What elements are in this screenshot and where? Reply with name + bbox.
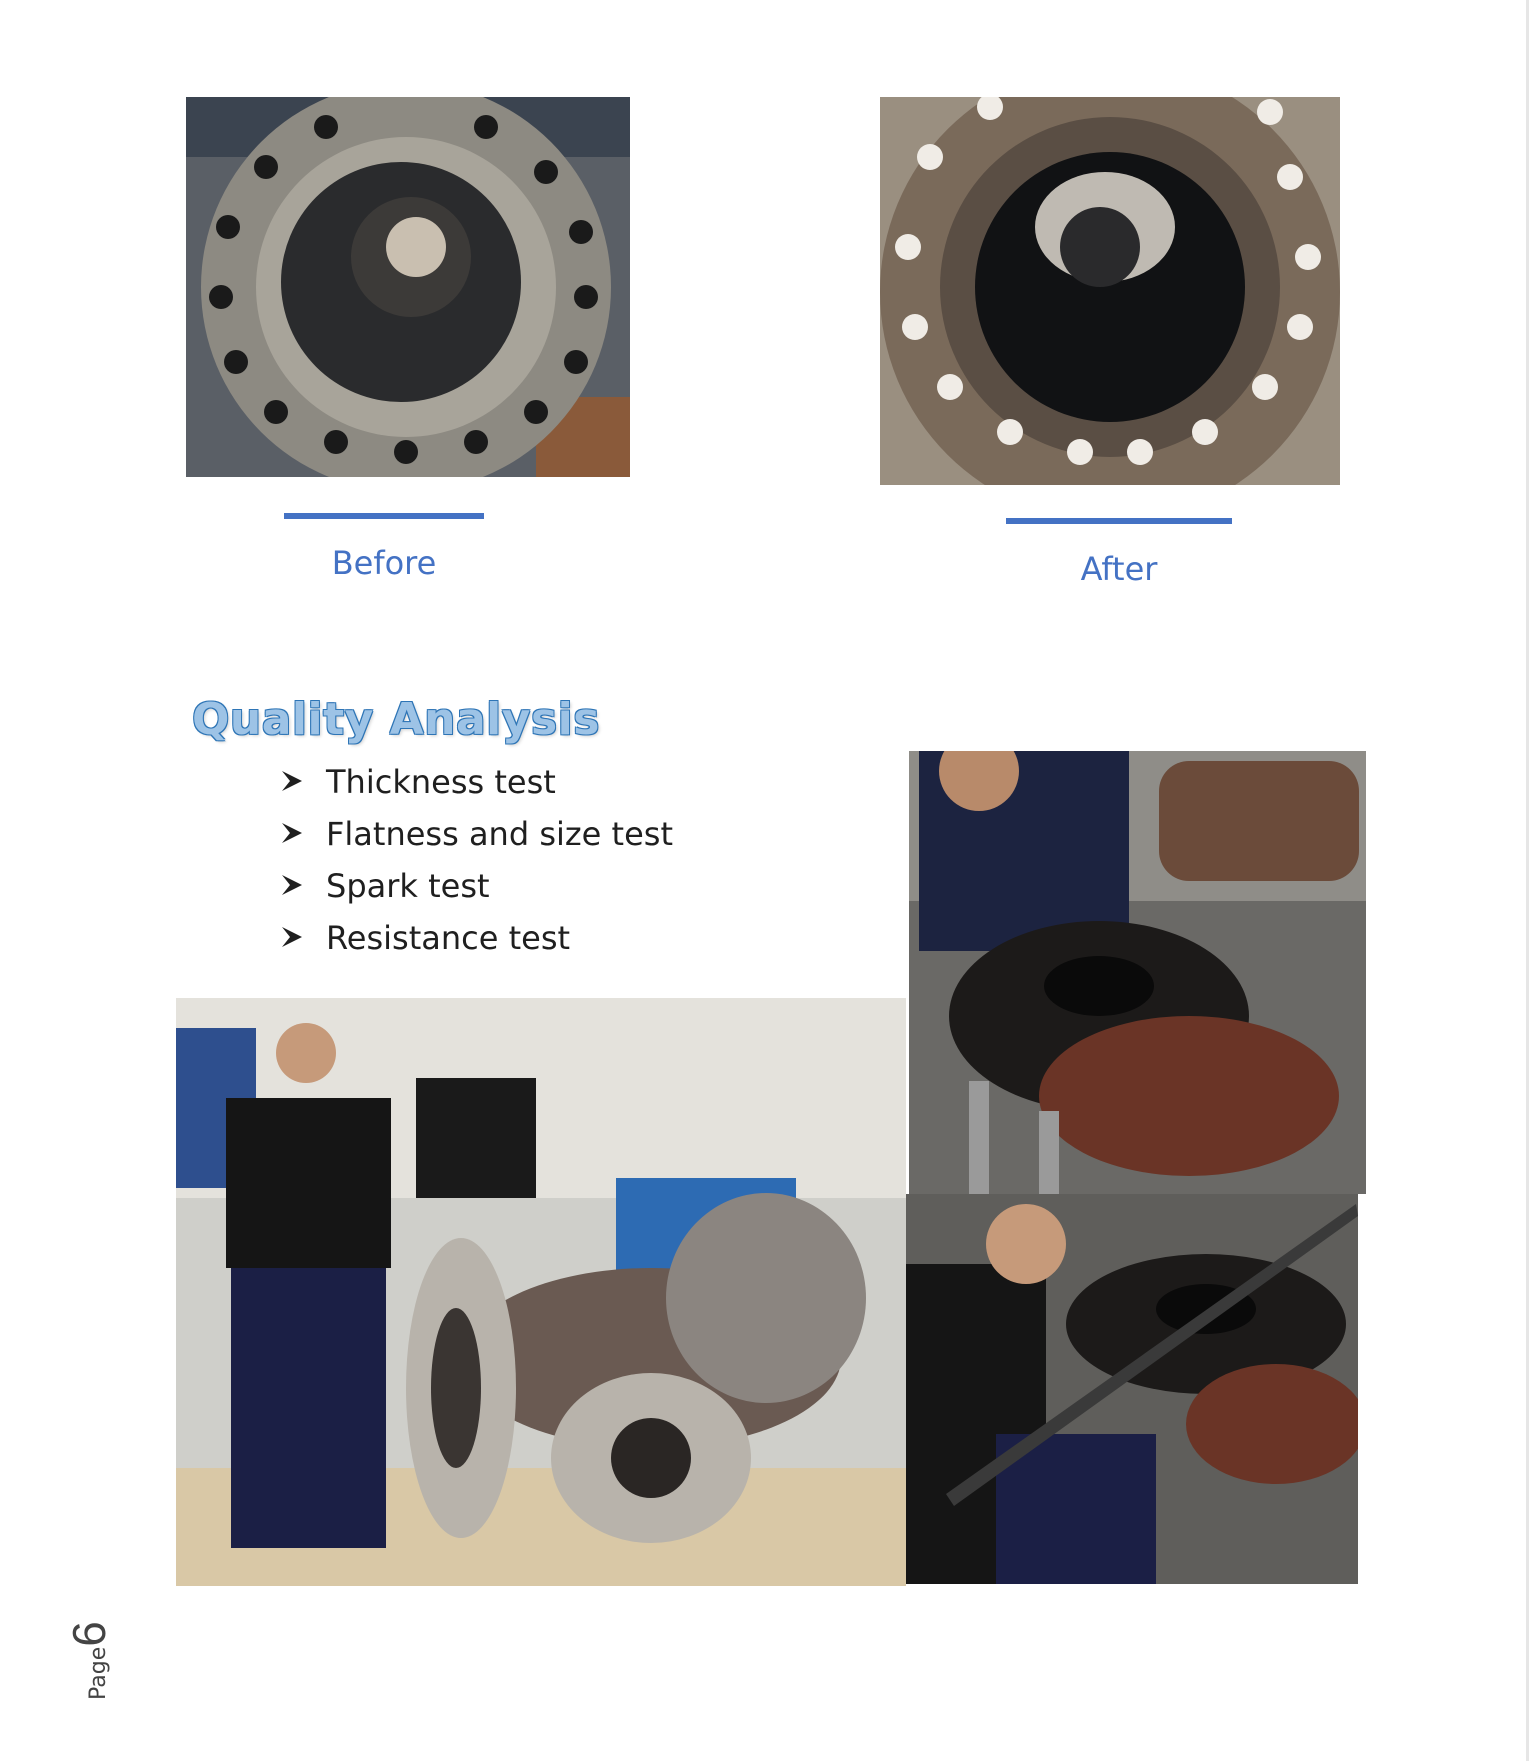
test-list <box>280 756 673 964</box>
inspection-photo-bottom <box>906 1194 1358 1584</box>
list-item-label: Flatness and size test <box>326 815 673 853</box>
section-title: Quality Analysis <box>192 694 600 745</box>
before-flange-photo <box>186 97 630 477</box>
page-edge <box>1526 0 1529 1761</box>
after-caption-rule <box>1006 518 1232 524</box>
list-item-label: Resistance test <box>326 919 571 957</box>
arrow-bullet-icon <box>280 919 304 957</box>
inspection-photo-top <box>909 751 1366 1194</box>
list-item <box>280 860 673 912</box>
list-item-label: Spark test <box>326 867 490 905</box>
list-item <box>280 912 673 964</box>
page-number <box>62 1600 122 1700</box>
worker-with-tee-photo <box>176 998 906 1586</box>
after-flange-photo <box>880 97 1340 485</box>
arrow-bullet-icon <box>280 763 304 801</box>
page-number-value: 6 <box>63 1621 115 1647</box>
page-label: Page <box>86 1646 111 1700</box>
list-item-label: Thickness test <box>326 763 556 801</box>
arrow-bullet-icon <box>280 815 304 853</box>
after-caption: After <box>1080 550 1158 588</box>
list-item <box>280 808 673 860</box>
list-item <box>280 756 673 808</box>
before-caption-rule <box>284 513 484 519</box>
before-caption: Before <box>331 544 437 582</box>
arrow-bullet-icon <box>280 867 304 905</box>
